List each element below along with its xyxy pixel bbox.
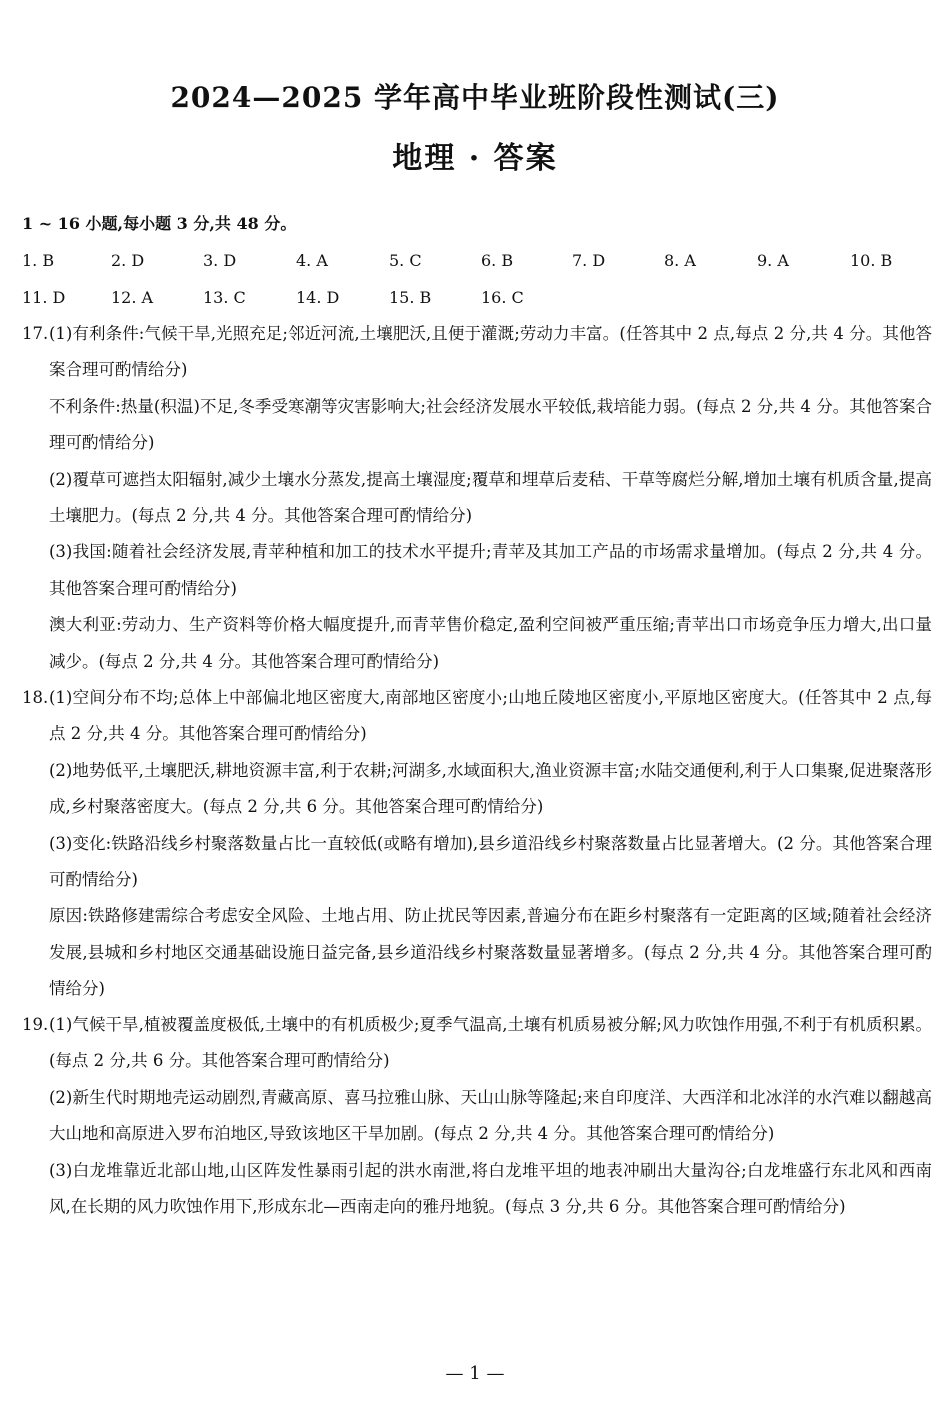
mc-answer: 1. B <box>22 251 55 270</box>
mc-answer: 8. A <box>664 251 696 270</box>
page-title: 2024—2025 学年高中毕业班阶段性测试(三) <box>170 81 780 114</box>
answer-paragraph: (1)有利条件:气候干旱,光照充足;邻近河流,土壤肥沃,且便于灌溉;劳动力丰富。(任答其中 2 点,每点 2 分,共 4 分。其他答案合理可酌情给分) <box>49 324 932 380</box>
answer-paragraph: (2)地势低平,土壤肥沃,耕地资源丰富,利于农耕;河湖多,水域面积大,渔业资源丰富;水陆交通便利,利于人口集聚,促进聚落形成,乡村聚落密度大。(每点 2 分,共 6 分。其他答案合理可酌情给分) <box>49 760 932 817</box>
page-number: — 1 — <box>445 1363 505 1384</box>
question-18 <box>22 680 932 1008</box>
mc-answer: 14. D <box>296 288 340 307</box>
mc-intro: 1 ~ 16 小题,每小题 3 分,共 48 分。 <box>22 214 297 233</box>
mc-answer: 16. C <box>481 288 524 307</box>
question-number: 17. <box>22 324 49 343</box>
mc-answer-row-1 <box>22 249 932 273</box>
mc-answer: 4. A <box>296 251 328 270</box>
answer-paragraph: 澳大利亚:劳动力、生产资料等价格大幅度提升,而青苹售价稳定,盈利空间被严重压缩;青苹出口市场竞争压力增大,出口量减少。(每点 2 分,共 4 分。其他答案合理可酌情给分) <box>49 615 932 671</box>
answer-paragraph: (2)新生代时期地壳运动剧烈,青藏高原、喜马拉雅山脉、天山山脉等隆起;来自印度洋、大西洋和北冰洋的水汽难以翻越高大山地和高原进入罗布泊地区,导致该地区干旱加剧。(每点 2 分,共 4 分。其他答案合理可酌情给分) <box>49 1087 932 1144</box>
mc-answer: 11. D <box>22 288 66 307</box>
mc-answer: 7. D <box>572 251 606 270</box>
answer-paragraph: (1)空间分布不均;总体上中部偏北地区密度大,南部地区密度小;山地丘陵地区密度小,平原地区密度大。(任答其中 2 点,每点 2 分,共 4 分。其他答案合理可酌情给分) <box>49 688 932 744</box>
mc-answer: 2. D <box>111 251 145 270</box>
mc-answer: 9. A <box>757 251 789 270</box>
mc-answer: 10. B <box>850 251 893 270</box>
mc-answer: 3. D <box>203 251 237 270</box>
mc-answer: 12. A <box>111 288 154 307</box>
answer-paragraph: 不利条件:热量(积温)不足,冬季受寒潮等灾害影响大;社会经济发展水平较低,栽培能力弱。(每点 2 分,共 4 分。其他答案合理可酌情给分) <box>49 396 932 453</box>
answer-paragraph: (3)白龙堆靠近北部山地,山区阵发性暴雨引起的洪水南泄,将白龙堆平坦的地表冲刷出大量沟谷;白龙堆盛行东北风和西南风,在长期的风力吹蚀作用下,形成东北—西南走向的雅丹地貌。(每点 3 分,共 6 分。其他答案合理可酌情给分) <box>49 1160 932 1217</box>
mc-answer: 13. C <box>203 288 246 307</box>
answer-paragraph: 原因:铁路修建需综合考虑安全风险、土地占用、防止扰民等因素,普遍分布在距乡村聚落有一定距离的区域;随着社会经济发展,县城和乡村地区交通基础设施日益完备,县乡道沿线乡村聚落数量显著增多。(每点 2 分,共 4 分。其他答案合理可酌情给分) <box>49 906 932 999</box>
answer-paragraph: (3)变化:铁路沿线乡村聚落数量占比一直较低(或略有增加),县乡道沿线乡村聚落数量占比显著增大。(2 分。其他答案合理可酌情给分) <box>49 833 932 890</box>
mc-answer-row-2 <box>22 286 932 310</box>
answer-paragraph: (2)覆草可遮挡太阳辐射,减少土壤水分蒸发,提高土壤湿度;覆草和埋草后麦秸、干草等腐烂分解,增加土壤有机质含量,提高土壤肥力。(每点 2 分,共 4 分。其他答案合理可酌情给分) <box>49 469 932 526</box>
mc-answer: 6. B <box>481 251 514 270</box>
question-number: 18. <box>22 688 49 707</box>
mc-answer: 5. C <box>389 251 422 270</box>
question-number: 19. <box>22 1015 49 1034</box>
mc-answer: 15. B <box>389 288 432 307</box>
question-19 <box>22 1007 932 1225</box>
page-subtitle: 地理 · 答案 <box>392 141 558 176</box>
answer-paragraph: (3)我国:随着社会经济发展,青苹种植和加工的技术水平提升;青苹及其加工产品的市场需求量增加。(每点 2 分,共 4 分。其他答案合理可酌情给分) <box>49 542 932 598</box>
answer-paragraph: (1)气候干旱,植被覆盖度极低,土壤中的有机质极少;夏季气温高,土壤有机质易被分解;风力吹蚀作用强,不利于有机质积累。(每点 2 分,共 6 分。其他答案合理可酌情给分) <box>49 1015 932 1071</box>
question-17 <box>22 316 932 680</box>
